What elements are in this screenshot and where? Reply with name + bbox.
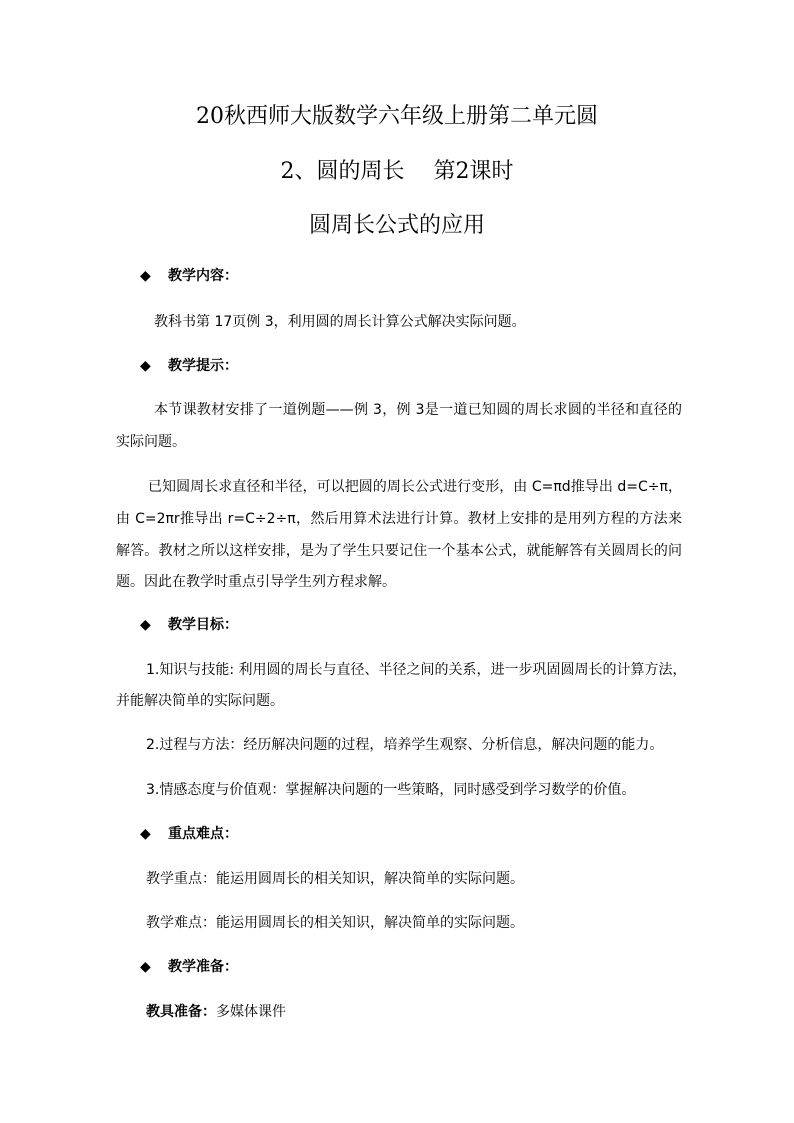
tools-value: 多媒体课件 bbox=[216, 1004, 286, 1020]
heading-label: 教学内容： bbox=[168, 268, 238, 284]
heading-label: 重点难点： bbox=[168, 826, 238, 842]
heading-label: 教学提示： bbox=[168, 358, 238, 374]
section-heading-goals bbox=[140, 615, 238, 635]
hints-paragraph-2-line-2: 由 C=2πr推导出 r=C÷2÷π，然后用算术法进行计算。教材上安排的是用列方程的方法来 bbox=[116, 511, 682, 527]
goal-1-line-1: 1.知识与技能: 利用圆的周长与直径、半径之间的关系，进一步巩固圆周长的计算方法， bbox=[146, 662, 687, 678]
section-heading-hints bbox=[140, 356, 238, 376]
section-heading-keypoints bbox=[140, 824, 238, 844]
diamond-bullet-icon: ◆ bbox=[140, 826, 151, 842]
document-title: 20秋西师大版数学六年级上册第二单元圆 bbox=[196, 104, 598, 129]
goal-2: 2.过程与方法：经历解决问题的过程，培养学生观察、分析信息，解决问题的能力。 bbox=[146, 737, 664, 753]
teaching-tools bbox=[146, 1002, 286, 1022]
difficult-point-text: 教学难点：能运用圆周长的相关知识，解决简单的实际问题。 bbox=[146, 915, 524, 931]
hints-paragraph-1-line-1: 本节课教材安排了一道例题——例 3，例 3是一道已知圆的周长求圆的半径和直径的 bbox=[154, 402, 682, 418]
content-text: 教科书第 17页例 3，利用圆的周长计算公式解决实际问题。 bbox=[154, 314, 526, 330]
section-heading-content bbox=[140, 266, 238, 286]
lesson-topic-title: 圆周长公式的应用 bbox=[308, 213, 485, 238]
diamond-bullet-icon: ◆ bbox=[140, 268, 151, 284]
goal-1-line-2: 并能解决简单的实际问题。 bbox=[116, 693, 284, 709]
hints-paragraph-2-line-3: 解答。教材之所以这样安排，是为了学生只要记住一个基本公式，就能解答有关圆周长的问 bbox=[116, 543, 682, 559]
key-point-text: 教学重点：能运用圆周长的相关知识，解决简单的实际问题。 bbox=[146, 871, 524, 887]
heading-label: 教学准备： bbox=[168, 959, 238, 975]
diamond-bullet-icon: ◆ bbox=[140, 358, 151, 374]
goal-3: 3.情感态度与价值观：掌握解决问题的一些策略，同时感受到学习数学的价值。 bbox=[146, 782, 636, 798]
heading-label: 教学目标： bbox=[168, 617, 238, 633]
lesson-subtitle: 2、圆的周长 第2课时 bbox=[280, 159, 514, 184]
hints-paragraph-2-line-1: 已知圆周长求直径和半径，可以把圆的周长公式进行变形，由 C=πd推导出 d=C÷π， bbox=[148, 479, 682, 495]
diamond-bullet-icon: ◆ bbox=[140, 959, 151, 975]
diamond-bullet-icon: ◆ bbox=[140, 617, 151, 633]
hints-paragraph-2-line-4: 题。因此在教学时重点引导学生列方程求解。 bbox=[116, 574, 396, 590]
tools-label: 教具准备： bbox=[146, 1004, 216, 1020]
hints-paragraph-1-line-2: 实际问题。 bbox=[116, 434, 186, 450]
section-heading-prep bbox=[140, 957, 238, 977]
